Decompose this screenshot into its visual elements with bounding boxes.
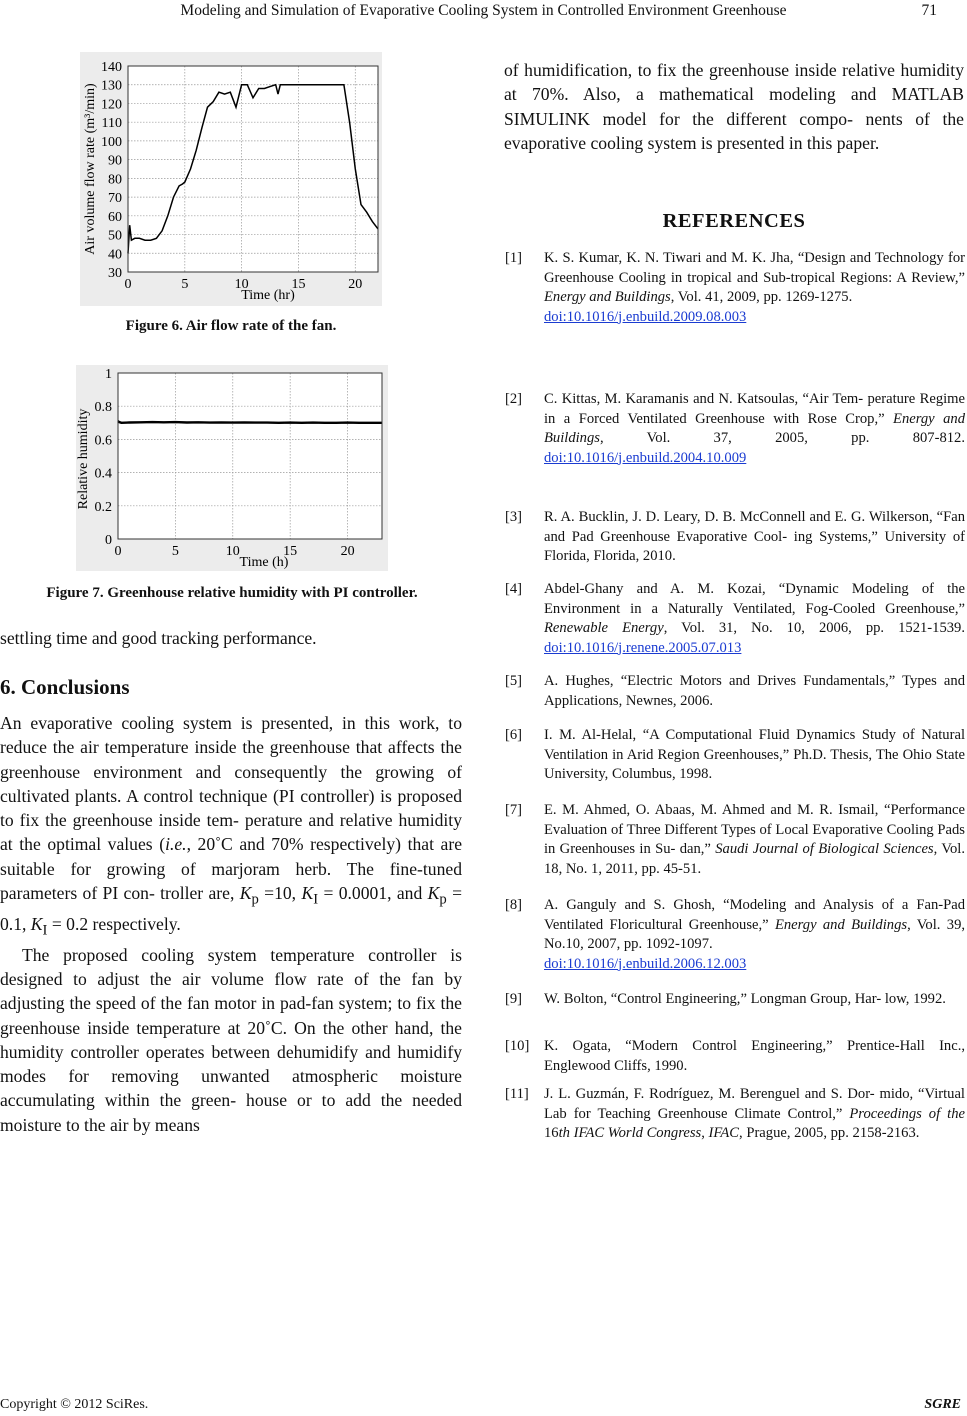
reference-authors-title: C. Kittas, M. Karamanis and N. Katsoulas, “Air Tem- perature Regime in a Forced Ventilated Greenhouse with Rose Crop,”	[544, 391, 965, 427]
y-tick-label: 100	[101, 134, 122, 150]
reference-number: [11]	[505, 1086, 529, 1102]
reference-authors-title: W. Bolton, “Control Engineering,” Longman Group, Har- low, 1992.	[544, 991, 946, 1007]
reference-text	[544, 672, 965, 711]
reference-item	[505, 1085, 965, 1144]
reference-item	[505, 801, 965, 879]
conclusions-paragraph-1	[0, 711, 462, 943]
reference-authors-title: K. S. Kumar, K. N. Tiwari and M. K. Jha, “Design and Technology for Greenhouse Cooling in tropical and Sub-tropical Regions: A Review,”	[544, 250, 965, 286]
reference-text	[544, 896, 965, 974]
reference-item	[505, 672, 965, 711]
x-tick-label: 5	[181, 277, 189, 292]
reference-item	[505, 580, 965, 658]
copyright: Copyright © 2012 SciRes.	[0, 1397, 149, 1412]
left-continuation: settling time and good tracking performance.	[0, 628, 317, 648]
reference-authors-title: I. M. Al-Helal, “A Computational Fluid Dynamics Study of Natural Ventilation in Arid Region Greenhouses,” Ph.D. Thesis, The Ohio State University, Columbus, 1998.	[544, 727, 965, 782]
conclusions-body	[0, 711, 462, 1137]
reference-authors-title: R. A. Bucklin, J. D. Leary, D. B. McConnell and E. G. Wilkerson, “Fan and Pad Greenhouse Evaporative Cool- ing Systems,” University of Florida, Florida, 2010.	[544, 509, 965, 564]
reference-details: , Vol. 39, No.10, 2007, pp. 1092-1097.	[544, 916, 966, 952]
running-head	[0, 2, 967, 24]
y-tick-label: 0.4	[94, 466, 112, 482]
text-run: = 0.2 respectively.	[47, 913, 181, 934]
symbol-k: K	[30, 913, 43, 934]
doi-link[interactable]: doi:10.1016/j.enbuild.2004.10.009	[544, 449, 747, 466]
reference-number: [8]	[505, 897, 523, 913]
reference-item	[505, 896, 965, 974]
figure-7	[76, 365, 388, 571]
reference-text	[544, 1085, 965, 1144]
y-tick-label: 40	[108, 247, 122, 263]
doi-link[interactable]: doi:10.1016/j.enbuild.2006.12.003	[544, 955, 747, 972]
text-run: =10,	[258, 883, 302, 904]
reference-details: ,	[701, 1125, 709, 1141]
x-tick-label: 10	[225, 544, 240, 559]
reference-item	[505, 990, 965, 1010]
y-tick-label: 1	[105, 367, 112, 382]
subscript: I	[42, 922, 48, 939]
figure-7-chart	[76, 365, 388, 571]
reference-text	[544, 580, 965, 658]
symbol-k: K	[301, 883, 314, 904]
y-tick-label: 140	[101, 60, 122, 75]
reference-text	[544, 1037, 965, 1076]
reference-details: , Vol. 18, No. 1, 2011, pp. 45-51.	[544, 841, 965, 877]
reference-details: , Prague, 2005, pp. 2158-2163.	[739, 1125, 920, 1141]
y-tick-label: 0.2	[94, 499, 112, 515]
reference-authors-title: A. Hughes, “Electric Motors and Drives Fundamentals,” Types and Applications, Newnes, 2006.	[544, 673, 965, 709]
y-tick-label: 130	[101, 78, 122, 94]
reference-authors-title: A. Ganguly and S. Ghosh, “Modeling and Analysis of a Fan-Pad Ventilated Floricultural Greenhouse,”	[544, 897, 965, 933]
reference-number: [6]	[505, 727, 523, 743]
reference-text	[544, 390, 965, 468]
figure-6-caption: Figure 6. Air flow rate of the fan.	[125, 318, 337, 334]
doi-link[interactable]: doi:10.1016/j.renene.2005.07.013	[544, 639, 742, 656]
y-axis-label: Air volume flow rate (m³/min)	[83, 83, 98, 255]
reference-number: [7]	[505, 802, 523, 818]
x-tick-label: 10	[234, 277, 249, 292]
symbol-k: K	[427, 883, 440, 904]
subscript: I	[313, 891, 319, 908]
references-heading: REFERENCES	[662, 210, 806, 232]
x-tick-label: 0	[124, 277, 132, 292]
reference-source: Saudi Journal of Biological Sciences	[715, 841, 934, 857]
x-tick-label: 15	[283, 544, 298, 559]
y-axis-label: Relative humidity	[76, 408, 91, 510]
doi-link[interactable]: doi:10.1016/j.enbuild.2009.08.003	[544, 308, 747, 325]
reference-text	[544, 801, 965, 879]
subscript: p	[439, 891, 447, 908]
y-tick-label: 60	[108, 209, 122, 225]
figure-6-chart	[80, 52, 382, 306]
conclusions-paragraph-2: The proposed cooling system temperature controller is designed to adjust the air volume flow rate of the fan by adjusting the speed of the fan motor in pad-fan system; to fix the greenhouse inside temperature at 20˚C. On the other hand, the humidity controller operates between dehumidify and humidify modes for removing unwanted atmospheric moisture accumulating within the green- house or to add the needed moisture to the air by means	[0, 944, 462, 1135]
symbol-k: K	[239, 883, 252, 904]
reference-number: [9]	[505, 991, 523, 1007]
reference-text	[544, 726, 965, 785]
text-run-italic: i.e.	[165, 834, 187, 855]
x-tick-label: 20	[340, 544, 355, 559]
reference-number: [5]	[505, 673, 523, 689]
subscript: p	[251, 891, 259, 908]
reference-item	[505, 726, 965, 785]
text-run: = 0.0001, and	[318, 883, 428, 904]
x-tick-label: 15	[291, 277, 306, 292]
reference-source: Energy and Buildings	[544, 289, 671, 305]
y-tick-label: 120	[101, 97, 122, 113]
y-tick-label: 30	[108, 266, 122, 281]
reference-number: [4]	[505, 581, 523, 597]
reference-item	[505, 1037, 965, 1076]
x-tick-label: 20	[348, 277, 363, 292]
reference-details: , Vol. 37, 2005, pp. 807-812.	[599, 430, 965, 446]
reference-authors-title: Abdel-Ghany and A. M. Kozai, “Dynamic Modeling of the Environment in a Naturally Ventilated, Fog-Cooled Greenhouse,”	[544, 581, 965, 617]
reference-number: [3]	[505, 509, 523, 525]
text-run: = 0.1,	[0, 883, 462, 934]
plot-area	[118, 373, 382, 539]
reference-source: Energy and Buildings	[544, 410, 965, 446]
text-run: , 20˚C and 70% respectively) that are suitable for growing of marjoram herb. The fine-tuned parameters of PI con- troller are,	[0, 834, 463, 904]
journal-abbreviation: SGRE	[924, 1397, 961, 1412]
x-tick-label: 5	[171, 544, 179, 559]
reference-source: Renewable Energy	[544, 620, 664, 636]
y-tick-label: 0.8	[94, 400, 112, 416]
reference-source: Proceedings of the	[849, 1105, 965, 1122]
y-tick-label: 50	[108, 228, 122, 244]
reference-authors-title: K. Ogata, “Modern Control Engineering,” Prentice-Hall Inc., Englewood Cliffs, 1990.	[544, 1038, 965, 1074]
reference-item	[505, 508, 965, 567]
y-tick-label: 110	[101, 116, 122, 132]
y-tick-label: 0	[105, 533, 112, 548]
x-tick-label: 0	[114, 544, 122, 559]
reference-item	[505, 249, 965, 327]
reference-details: , Vol. 31, No. 10, 2006, pp. 1521-1539.	[663, 620, 966, 636]
reference-item	[505, 390, 965, 468]
reference-number: [10]	[505, 1038, 530, 1054]
x-axis-label: Time (hr)	[241, 288, 295, 303]
reference-source: th IFAC World Congress	[558, 1125, 702, 1141]
running-title: Modeling and Simulation of Evaporative Cooling System in Controlled Environment Greenhouse	[180, 2, 787, 19]
reference-source: IFAC	[708, 1125, 740, 1141]
reference-source: Energy and Buildings	[774, 916, 908, 933]
reference-authors-title: J. L. Guzmán, F. Rodríguez, M. Berenguel and S. Dor- mido, “Virtual Lab for Teaching Greenhouse Climate Control,”	[544, 1086, 965, 1122]
reference-text	[544, 990, 965, 1010]
reference-text	[544, 249, 965, 327]
conclusions-heading: 6. Conclusions	[0, 675, 130, 699]
right-continuation: of humidification, to fix the greenhouse inside relative humidity at 70%. Also, a mathematical modeling and MATLAB SIMULINK model for the different compo- nents of the evaporative cooling system is presented in this paper.	[504, 60, 964, 153]
reference-number: [1]	[505, 250, 523, 266]
page-number: 71	[921, 2, 937, 19]
y-tick-label: 70	[108, 191, 122, 207]
text-run: An evaporative cooling system is presented, in this work, to reduce the air temperature inside the greenhouse that affects the greenhouse environment and consequently the growing of cultivated plants. A control technique (PI controller) is proposed to fix the greenhouse inside tem- perature and relative humidity at the optimal values (	[0, 713, 462, 855]
y-tick-label: 0.6	[94, 433, 112, 449]
reference-text-run: 16	[544, 1125, 559, 1141]
reference-text	[544, 508, 965, 567]
reference-number: [2]	[505, 391, 523, 407]
figure-6	[80, 52, 382, 306]
figure-7-caption: Figure 7. Greenhouse relative humidity with PI controller.	[46, 585, 418, 601]
x-axis-label: Time (h)	[239, 555, 289, 570]
y-tick-label: 80	[108, 172, 122, 188]
y-tick-label: 90	[108, 153, 122, 169]
reference-details: , Vol. 41, 2009, pp. 1269-1275.	[670, 289, 853, 305]
reference-authors-title: E. M. Ahmed, O. Abaas, M. Ahmed and M. R. Ismail, “Performance Evaluation of Three Different Types of Local Evaporative Cooling Pads in Greenhouses in Su- dan,”	[544, 802, 965, 857]
